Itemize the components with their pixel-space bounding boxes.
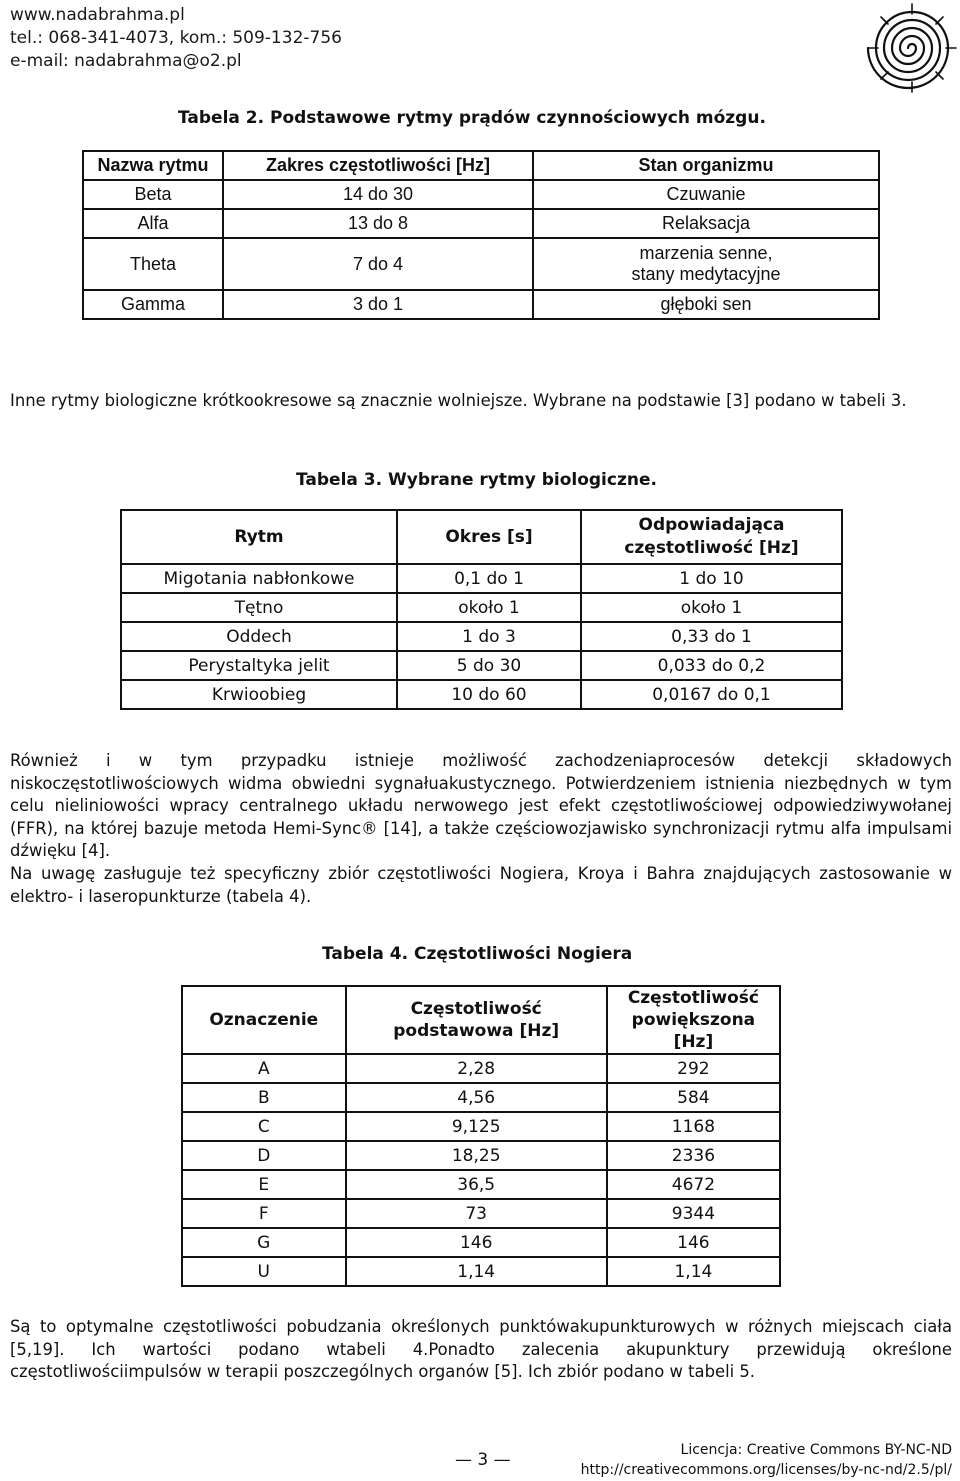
table-cell: Beta — [83, 180, 223, 209]
table-cell: 4,56 — [346, 1083, 607, 1112]
table-cell: Migotania nabłonkowe — [121, 564, 397, 593]
table-row — [121, 651, 842, 680]
paragraph-1: Inne rytmy biologiczne krótkookresowe są znacznie wolniejsze. Wybrane na podstawie [3] podano w tabeli 3. — [10, 391, 907, 410]
table-cell: G — [182, 1228, 346, 1257]
contact-header — [10, 4, 342, 73]
table-row — [182, 1054, 780, 1083]
table2-header: Stan organizmu — [533, 151, 879, 180]
page-number: — 3 — — [455, 1450, 511, 1470]
table3-caption: Tabela 3. Wybrane rytmy biologiczne. — [296, 470, 657, 490]
table-cell: 13 do 8 — [223, 209, 533, 238]
table-row — [182, 1141, 780, 1170]
table-cell: 18,25 — [346, 1141, 607, 1170]
table-row — [121, 622, 842, 651]
table-cell: 1,14 — [607, 1257, 780, 1286]
table-cell: D — [182, 1141, 346, 1170]
page-number-value: 3 — [477, 1450, 489, 1470]
website-link[interactable]: www.nadabrahma.pl — [10, 5, 185, 25]
table-cell: 146 — [607, 1228, 780, 1257]
table-row — [121, 564, 842, 593]
paragraph-4: Są to optymalne częstotliwości pobudzania określonych punktówakupunkturowych w różnych miejscach ciała [5,19]. Ich wartości podano wtabeli 4.Ponadto zalecenia akupunktury przewidują określone częstotliwościimpulsów w terapii poszczególnych organów [5]. Ich zbiór podano w tabeli 5. — [10, 1317, 952, 1381]
table-row — [182, 1112, 780, 1141]
table3-header: Odpowiadająca częstotliwość [Hz] — [581, 510, 842, 564]
table4-header: Oznaczenie — [182, 986, 346, 1054]
table-cell: 4672 — [607, 1170, 780, 1199]
table-cell: U — [182, 1257, 346, 1286]
table-cell: 2336 — [607, 1141, 780, 1170]
table-cell: B — [182, 1083, 346, 1112]
table-cell: 36,5 — [346, 1170, 607, 1199]
table-cell: 584 — [607, 1083, 780, 1112]
table2-header: Nazwa rytmu — [83, 151, 223, 180]
table-cell: 1 do 3 — [397, 622, 581, 651]
table3 — [120, 509, 843, 710]
table-cell: 1168 — [607, 1112, 780, 1141]
email-text[interactable]: e-mail: nadabrahma@o2.pl — [10, 51, 242, 71]
table-cell: około 1 — [581, 593, 842, 622]
table-cell: E — [182, 1170, 346, 1199]
table4 — [181, 985, 781, 1287]
table3-header: Rytm — [121, 510, 397, 564]
table-cell: 1,14 — [346, 1257, 607, 1286]
table-cell: Gamma — [83, 290, 223, 319]
table-cell: 73 — [346, 1199, 607, 1228]
table-cell: C — [182, 1112, 346, 1141]
paragraph-2: Również i w tym przypadku istnieje możliwość zachodzeniaprocesów detekcji składowych niskoczęstotliwościowych widma obwiedni sygnałuakustycznego. Potwierdzeniem istnienia niezbędnych w tym celu nieliniowości wpracy centralnego układu nerwowego jest efekt częstotliwościowej odpowiedziwywołanej (FFR), na której bazuje metoda Hemi-Sync® [14], a także częściowozjawisko synchronizacji rytmu alfa impulsami dźwięku [4]. — [10, 751, 952, 860]
table4-header: Częstotliwość podstawowa [Hz] — [346, 986, 607, 1054]
table-cell: 10 do 60 — [397, 680, 581, 709]
table-row — [83, 238, 879, 290]
table-row — [182, 1083, 780, 1112]
table-cell: 14 do 30 — [223, 180, 533, 209]
table-row — [182, 1257, 780, 1286]
table-cell: A — [182, 1054, 346, 1083]
table4-header: Częstotliwość powiększona [Hz] — [607, 986, 780, 1054]
table-cell: Tętno — [121, 593, 397, 622]
table-cell: 3 do 1 — [223, 290, 533, 319]
table-cell: około 1 — [397, 593, 581, 622]
table-row — [182, 1170, 780, 1199]
table-cell: 0,33 do 1 — [581, 622, 842, 651]
table-cell: Czuwanie — [533, 180, 879, 209]
table-cell: 0,0167 do 0,1 — [581, 680, 842, 709]
table-cell: 9344 — [607, 1199, 780, 1228]
table-cell: 0,1 do 1 — [397, 564, 581, 593]
table-row — [83, 290, 879, 319]
table-cell: marzenia senne, stany medytacyjne — [533, 238, 879, 290]
license-text: Licencja: Creative Commons BY-NC-ND — [680, 1442, 952, 1458]
table-cell: 146 — [346, 1228, 607, 1257]
table-cell: 1 do 10 — [581, 564, 842, 593]
paragraph-3: Na uwagę zasługuje też specyficzny zbiór częstotliwości Nogiera, Kroya i Bahra znajdujących zastosowanie w elektro- i laseropunkturze (tabela 4). — [10, 864, 952, 906]
table-cell: 292 — [607, 1054, 780, 1083]
table3-header: Okres [s] — [397, 510, 581, 564]
table-cell: F — [182, 1199, 346, 1228]
table2-header: Zakres częstotliwości [Hz] — [223, 151, 533, 180]
table-cell: 7 do 4 — [223, 238, 533, 290]
table-cell: 9,125 — [346, 1112, 607, 1141]
license-link[interactable]: http://creativecommons.org/licenses/by-nc-nd/2.5/pl/ — [580, 1462, 952, 1478]
table-row — [182, 1199, 780, 1228]
table-cell: Theta — [83, 238, 223, 290]
table-row — [121, 593, 842, 622]
table4-caption: Tabela 4. Częstotliwości Nogiera — [322, 944, 633, 964]
table-cell: Oddech — [121, 622, 397, 651]
table-cell: 0,033 do 0,2 — [581, 651, 842, 680]
table-cell: Perystaltyka jelit — [121, 651, 397, 680]
table-cell: Krwioobieg — [121, 680, 397, 709]
table2 — [82, 150, 880, 320]
phone-text: tel.: 068-341-4073, kom.: 509-132-756 — [10, 28, 342, 48]
table-row — [83, 180, 879, 209]
table-cell: głęboki sen — [533, 290, 879, 319]
table-row — [182, 1228, 780, 1257]
table-cell: Relaksacja — [533, 209, 879, 238]
spiral-logo-icon — [866, 2, 958, 94]
table-row — [83, 209, 879, 238]
table-row — [121, 680, 842, 709]
table-cell: 2,28 — [346, 1054, 607, 1083]
table-cell: Alfa — [83, 209, 223, 238]
table-cell: 5 do 30 — [397, 651, 581, 680]
license-footer — [580, 1440, 952, 1480]
table2-caption: Tabela 2. Podstawowe rytmy prądów czynnościowych mózgu. — [178, 108, 766, 128]
